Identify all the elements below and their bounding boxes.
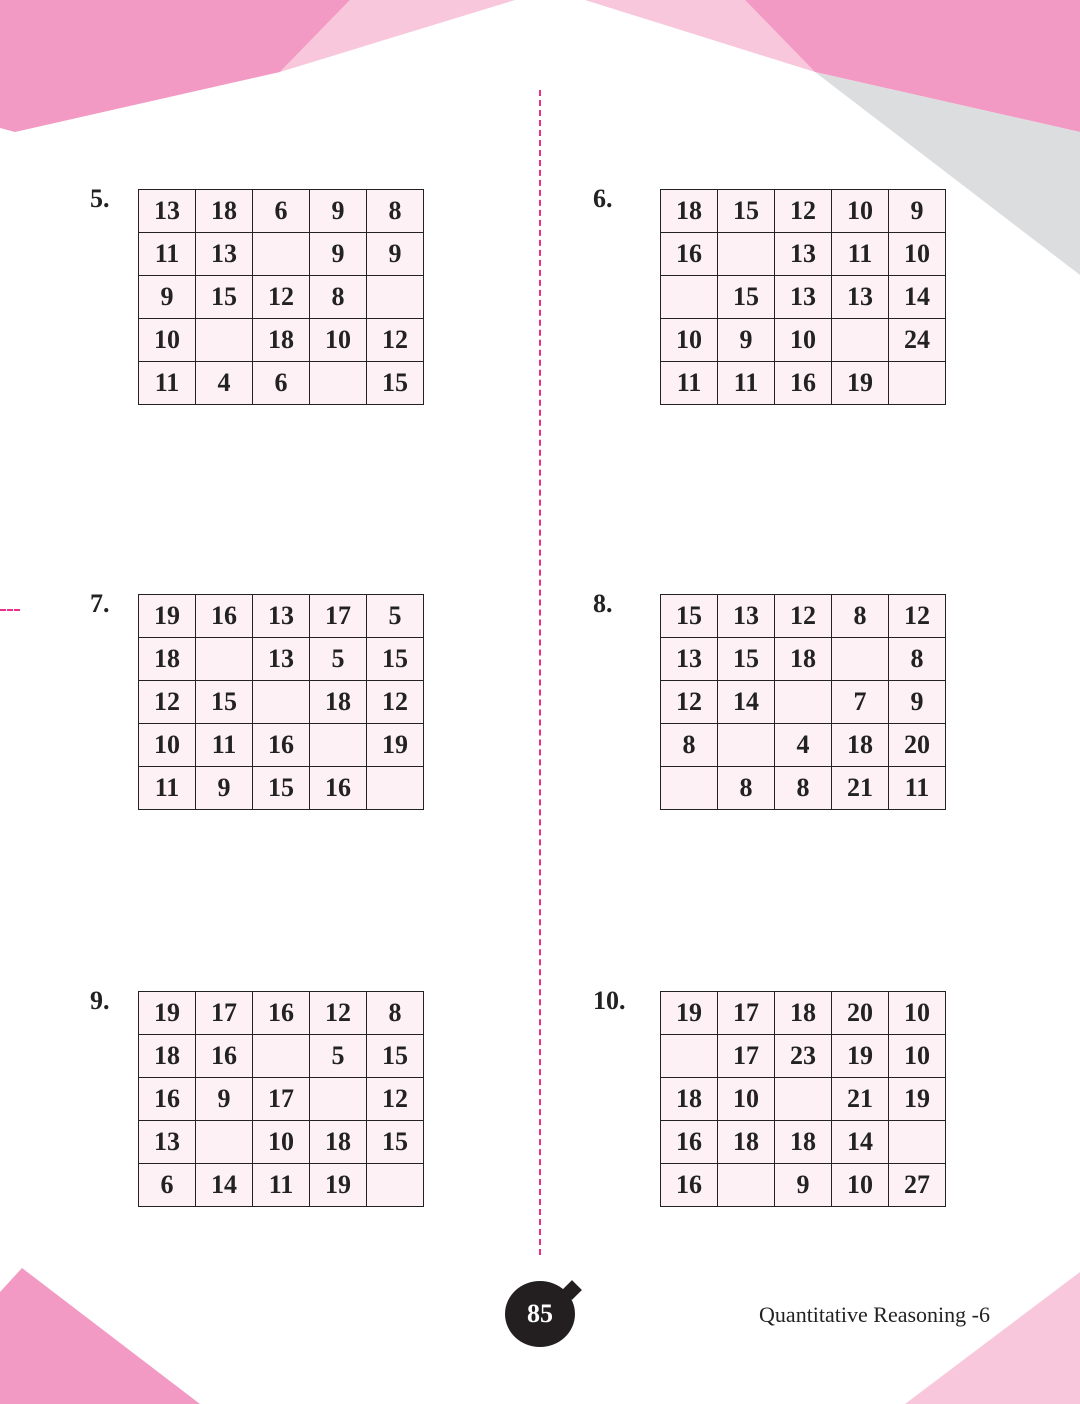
grid-cell: 9: [196, 1078, 253, 1121]
question-number-8: 8.: [593, 589, 613, 618]
grid-cell: 14: [196, 1164, 253, 1207]
grid-cell: 8: [718, 767, 775, 810]
grid-cell: [661, 276, 718, 319]
table-row: [661, 233, 946, 276]
bottom-left-pink-shape: [0, 1268, 200, 1404]
grid-cell: 8: [889, 638, 946, 681]
table-row: [139, 190, 424, 233]
grid-cell: 10: [889, 992, 946, 1035]
grid-cell: 15: [196, 276, 253, 319]
grid-cell: 16: [775, 362, 832, 405]
grid-cell: 12: [889, 595, 946, 638]
table-row: [661, 1035, 946, 1078]
grid-cell: 10: [775, 319, 832, 362]
grid-cell: 19: [832, 362, 889, 405]
grid-cell: 19: [139, 992, 196, 1035]
grid-cell: 12: [367, 319, 424, 362]
grid-cell: 18: [832, 724, 889, 767]
grid-cell: 8: [367, 992, 424, 1035]
grid-cell: 12: [367, 681, 424, 724]
table-row: [139, 724, 424, 767]
grid-cell: [367, 767, 424, 810]
question-number-10: 10.: [593, 986, 626, 1015]
grid-cell: 13: [253, 638, 310, 681]
grid-cell: 15: [253, 767, 310, 810]
grid-cell: 9: [196, 767, 253, 810]
grid-cell: 18: [718, 1121, 775, 1164]
grid-cell: 7: [832, 681, 889, 724]
grid-cell: 11: [661, 362, 718, 405]
grid-cell: 9: [139, 276, 196, 319]
grid-cell: 19: [367, 724, 424, 767]
grid-cell: 19: [139, 595, 196, 638]
grid-cell: [310, 1078, 367, 1121]
grid-cell: 16: [661, 1164, 718, 1207]
number-grid-10: [660, 991, 946, 1207]
grid-cell: 20: [889, 724, 946, 767]
grid-cell: 10: [718, 1078, 775, 1121]
table-row: [139, 276, 424, 319]
table-row: [139, 992, 424, 1035]
grid-cell: 15: [718, 638, 775, 681]
grid-cell: 14: [889, 276, 946, 319]
grid-cell: 9: [889, 190, 946, 233]
grid-cell: 10: [832, 190, 889, 233]
grid-cell: 19: [310, 1164, 367, 1207]
grid-cell: 12: [775, 595, 832, 638]
grid-cell: [253, 1035, 310, 1078]
grid-cell: 21: [832, 1078, 889, 1121]
table-row: [661, 992, 946, 1035]
grid-cell: [718, 233, 775, 276]
table-row: [661, 595, 946, 638]
grid-cell: 16: [253, 992, 310, 1035]
center-dashed-divider: [539, 90, 541, 1255]
grid-cell: 18: [310, 681, 367, 724]
grid-cell: 13: [832, 276, 889, 319]
grid-cell: 15: [367, 638, 424, 681]
grid-cell: 20: [832, 992, 889, 1035]
grid-cell: 18: [775, 1121, 832, 1164]
table-row: [661, 319, 946, 362]
number-grid-5: [138, 189, 424, 405]
grid-cell: 10: [253, 1121, 310, 1164]
grid-cell: 8: [661, 724, 718, 767]
grid-cell: [832, 319, 889, 362]
grid-cell: [718, 1164, 775, 1207]
grid-cell: 18: [139, 1035, 196, 1078]
grid-cell: 11: [718, 362, 775, 405]
table-row: [661, 724, 946, 767]
grid-cell: 16: [196, 1035, 253, 1078]
grid-cell: [775, 1078, 832, 1121]
table-row: [139, 681, 424, 724]
grid-cell: 15: [718, 190, 775, 233]
grid-cell: 12: [775, 190, 832, 233]
grid-cell: 14: [832, 1121, 889, 1164]
grid-cell: 15: [367, 1035, 424, 1078]
page-number-badge: [505, 1281, 575, 1347]
grid-cell: 12: [253, 276, 310, 319]
grid-cell: 9: [775, 1164, 832, 1207]
table-row: [661, 767, 946, 810]
grid-cell: 9: [310, 190, 367, 233]
grid-cell: 18: [139, 638, 196, 681]
grid-cell: 23: [775, 1035, 832, 1078]
grid-cell: 13: [139, 190, 196, 233]
grid-cell: 10: [139, 319, 196, 362]
grid-cell: [310, 362, 367, 405]
grid-cell: 9: [310, 233, 367, 276]
grid-cell: [661, 767, 718, 810]
table-row: [139, 1078, 424, 1121]
grid-cell: 8: [310, 276, 367, 319]
grid-cell: 5: [310, 1035, 367, 1078]
grid-cell: 24: [889, 319, 946, 362]
bottom-right-light-pink-shape: [905, 1272, 1080, 1404]
grid-cell: 12: [139, 681, 196, 724]
table-row: [661, 1121, 946, 1164]
question-number-9: 9.: [90, 986, 110, 1015]
grid-cell: 11: [253, 1164, 310, 1207]
number-grid-6: [660, 189, 946, 405]
grid-cell: 15: [367, 1121, 424, 1164]
grid-cell: [196, 1121, 253, 1164]
grid-cell: 10: [661, 319, 718, 362]
grid-cell: 16: [253, 724, 310, 767]
grid-cell: 17: [718, 1035, 775, 1078]
grid-cell: [661, 1035, 718, 1078]
grid-cell: 9: [367, 233, 424, 276]
table-row: [661, 638, 946, 681]
grid-cell: 5: [367, 595, 424, 638]
grid-cell: [196, 319, 253, 362]
table-row: [139, 1121, 424, 1164]
grid-cell: [253, 233, 310, 276]
grid-cell: 10: [889, 1035, 946, 1078]
grid-cell: 18: [661, 190, 718, 233]
page-number: 85: [527, 1299, 553, 1328]
grid-cell: 17: [196, 992, 253, 1035]
table-row: [661, 362, 946, 405]
grid-cell: 4: [775, 724, 832, 767]
grid-cell: 18: [253, 319, 310, 362]
grid-cell: 13: [718, 595, 775, 638]
grid-cell: 16: [661, 1121, 718, 1164]
grid-cell: 13: [139, 1121, 196, 1164]
grid-cell: 8: [367, 190, 424, 233]
grid-cell: [775, 681, 832, 724]
grid-cell: 19: [661, 992, 718, 1035]
grid-cell: 17: [253, 1078, 310, 1121]
grid-cell: 10: [310, 319, 367, 362]
grid-cell: 18: [196, 190, 253, 233]
grid-cell: 10: [139, 724, 196, 767]
grid-cell: 18: [661, 1078, 718, 1121]
grid-cell: 13: [253, 595, 310, 638]
grid-cell: 4: [196, 362, 253, 405]
grid-cell: 11: [139, 362, 196, 405]
grid-cell: 6: [139, 1164, 196, 1207]
grid-cell: 8: [775, 767, 832, 810]
grid-cell: [253, 681, 310, 724]
grid-cell: 10: [832, 1164, 889, 1207]
grid-cell: [889, 362, 946, 405]
grid-cell: 21: [832, 767, 889, 810]
grid-cell: 6: [253, 362, 310, 405]
table-row: [139, 767, 424, 810]
grid-cell: [367, 276, 424, 319]
grid-cell: 17: [718, 992, 775, 1035]
table-row: [661, 1078, 946, 1121]
grid-cell: 6: [253, 190, 310, 233]
grid-cell: 9: [718, 319, 775, 362]
grid-cell: [718, 724, 775, 767]
grid-cell: 17: [310, 595, 367, 638]
grid-cell: 11: [139, 233, 196, 276]
table-row: [139, 1035, 424, 1078]
grid-cell: 13: [196, 233, 253, 276]
grid-cell: 15: [661, 595, 718, 638]
grid-cell: [889, 1121, 946, 1164]
table-row: [661, 1164, 946, 1207]
grid-cell: 13: [661, 638, 718, 681]
grid-cell: 11: [139, 767, 196, 810]
grid-cell: 15: [367, 362, 424, 405]
grid-cell: 18: [775, 992, 832, 1035]
grid-cell: 12: [310, 992, 367, 1035]
number-grid-7: [138, 594, 424, 810]
grid-cell: 15: [196, 681, 253, 724]
grid-cell: [310, 724, 367, 767]
grid-cell: 11: [889, 767, 946, 810]
grid-cell: 16: [661, 233, 718, 276]
table-row: [139, 362, 424, 405]
grid-cell: 9: [889, 681, 946, 724]
grid-cell: 27: [889, 1164, 946, 1207]
grid-cell: 8: [832, 595, 889, 638]
grid-cell: 19: [832, 1035, 889, 1078]
grid-cell: 16: [139, 1078, 196, 1121]
grid-cell: 18: [310, 1121, 367, 1164]
grid-cell: [196, 638, 253, 681]
grid-cell: [367, 1164, 424, 1207]
grid-cell: 5: [310, 638, 367, 681]
table-row: [139, 233, 424, 276]
table-row: [661, 190, 946, 233]
grid-cell: 11: [196, 724, 253, 767]
question-number-6: 6.: [593, 184, 613, 213]
grid-cell: 10: [889, 233, 946, 276]
grid-cell: 12: [367, 1078, 424, 1121]
grid-cell: 11: [832, 233, 889, 276]
grid-cell: 13: [775, 276, 832, 319]
table-row: [139, 319, 424, 362]
number-grid-8: [660, 594, 946, 810]
grid-cell: 15: [718, 276, 775, 319]
left-dashed-mark: [0, 609, 20, 611]
table-row: [139, 638, 424, 681]
table-row: [661, 681, 946, 724]
grid-cell: 12: [661, 681, 718, 724]
grid-cell: 14: [718, 681, 775, 724]
grid-cell: 19: [889, 1078, 946, 1121]
table-row: [139, 595, 424, 638]
grid-cell: 13: [775, 233, 832, 276]
grid-cell: 16: [196, 595, 253, 638]
grid-cell: 16: [310, 767, 367, 810]
table-row: [661, 276, 946, 319]
grid-cell: 18: [775, 638, 832, 681]
table-row: [139, 1164, 424, 1207]
footer-book-title: Quantitative Reasoning -6: [759, 1302, 990, 1327]
question-number-5: 5.: [90, 184, 110, 213]
number-grid-9: [138, 991, 424, 1207]
question-number-7: 7.: [90, 589, 110, 618]
grid-cell: [832, 638, 889, 681]
